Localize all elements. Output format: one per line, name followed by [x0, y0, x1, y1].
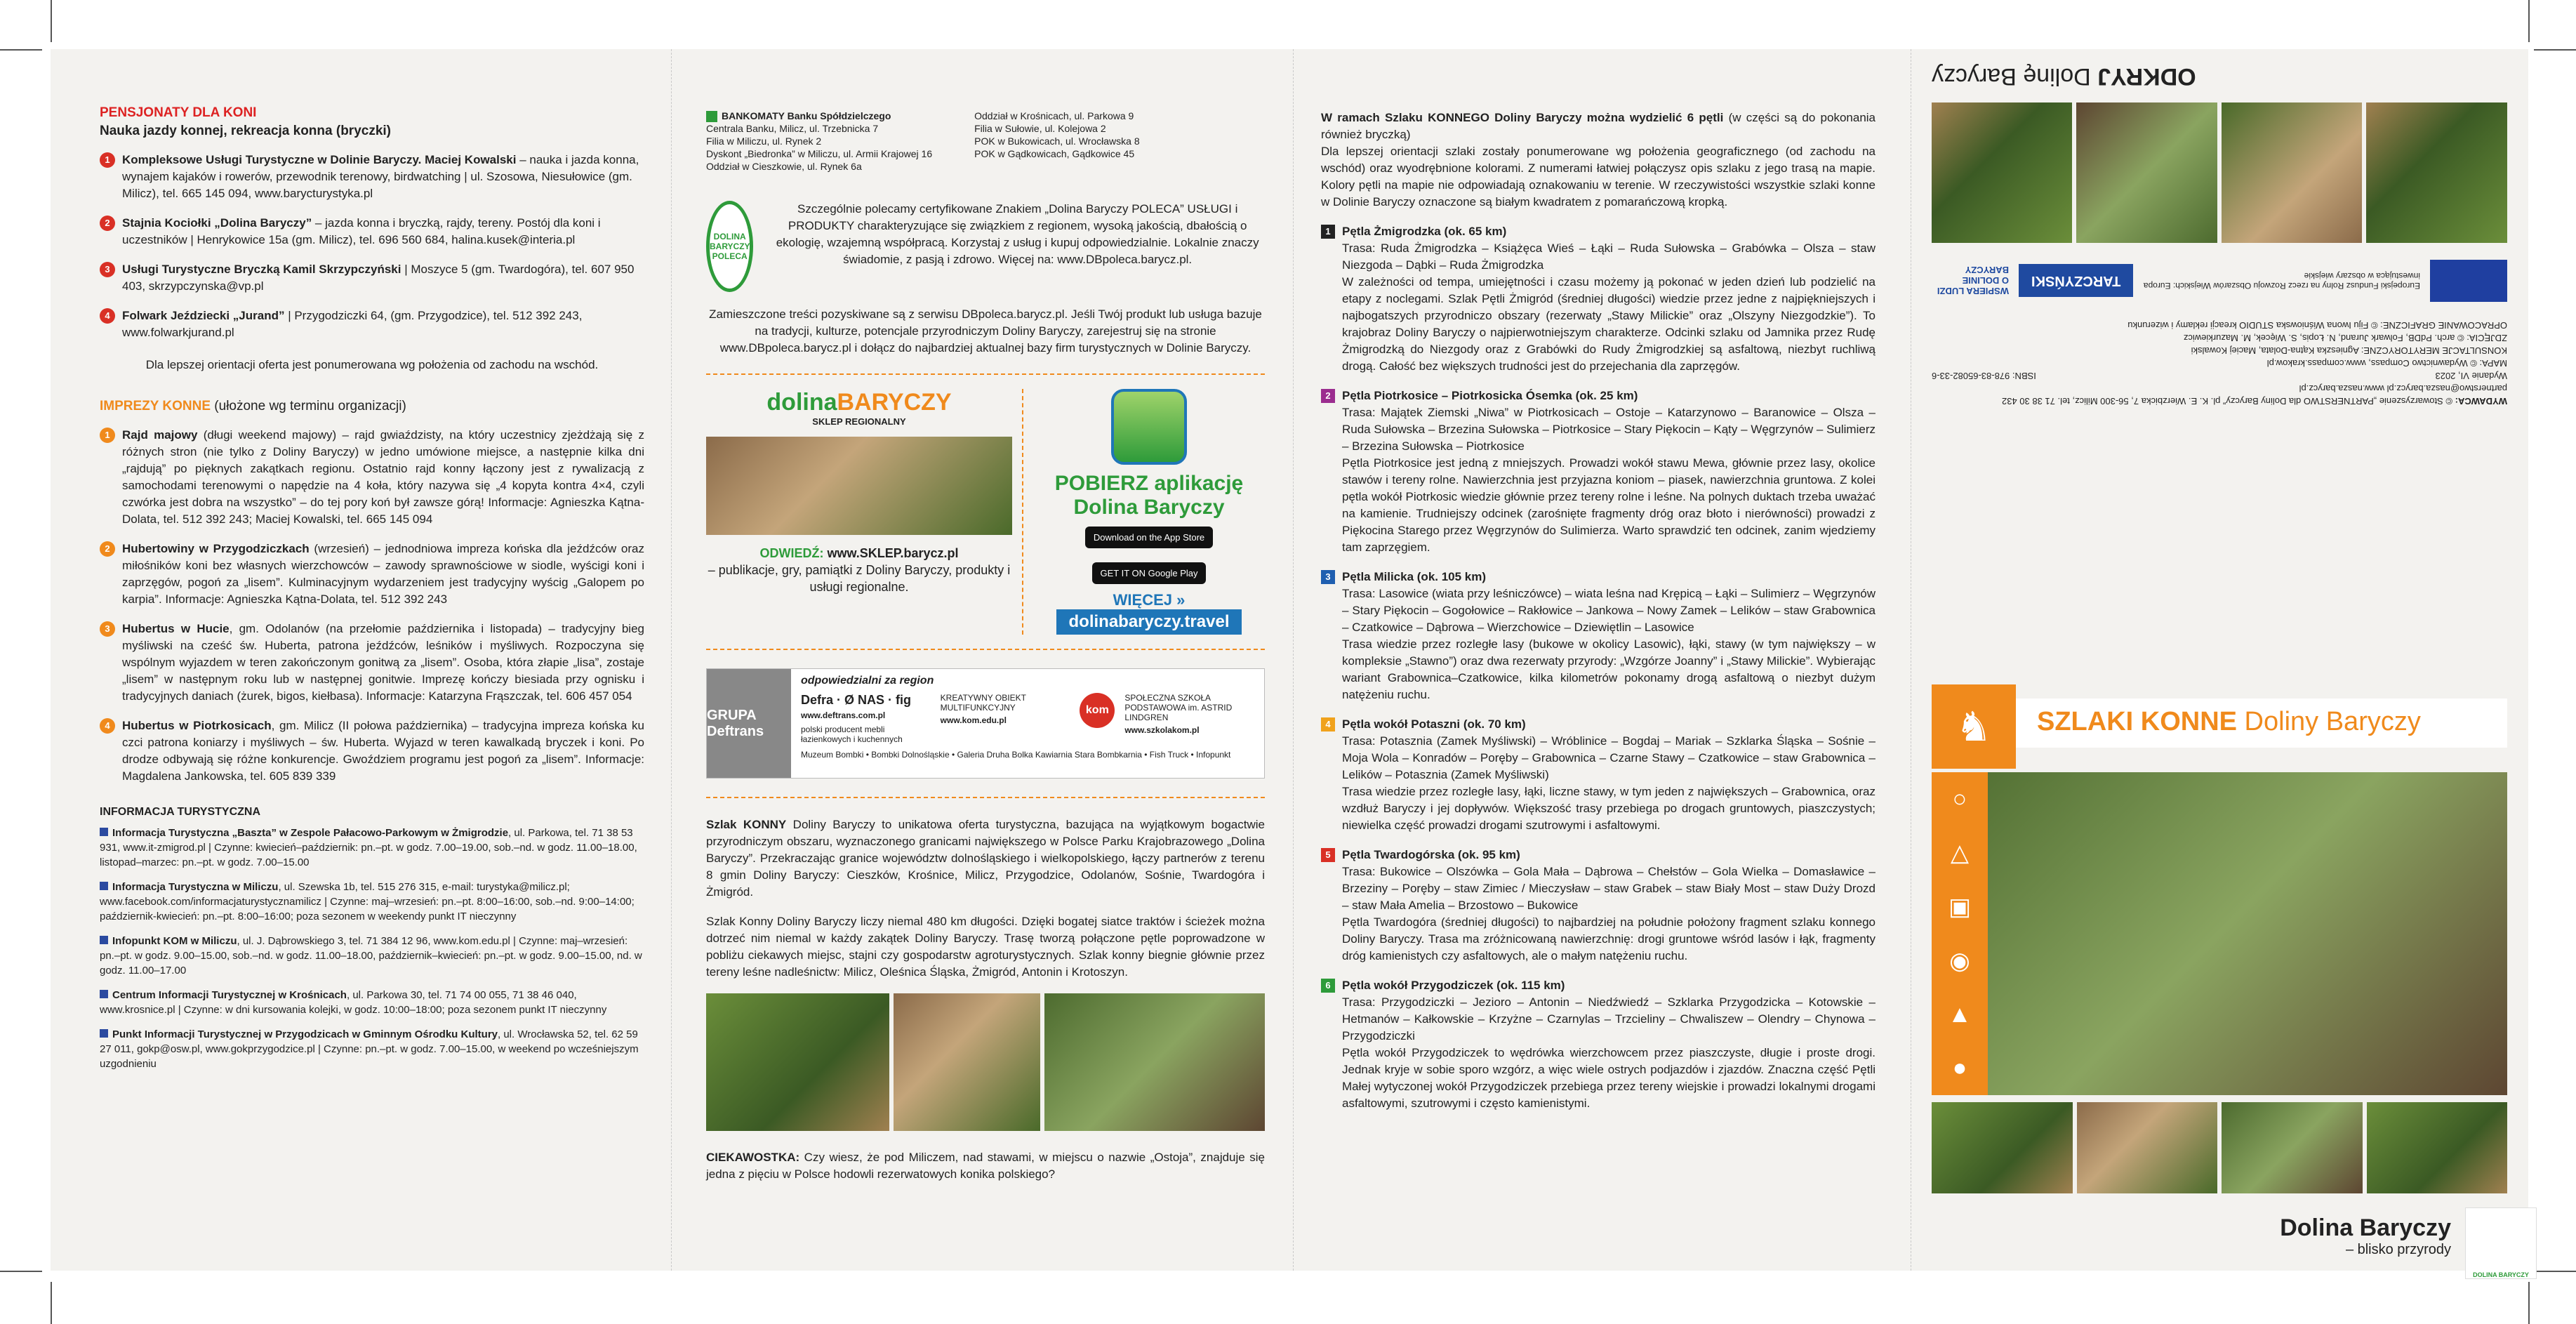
app-store-button[interactable]: Download on the App Store: [1085, 527, 1213, 548]
odkryj-text: Dolinę Baryczy: [1932, 63, 2098, 90]
route-item: [1321, 847, 1875, 965]
banner-title: [2037, 707, 2421, 737]
banner-title-text: Doliny Baryczy: [2237, 707, 2421, 736]
szlak-intro-bold: Szlak KONNY: [706, 818, 787, 832]
info-desc: , ul. Parkowa, tel. 71 38 53 931, www.it-zmigrod.pl | Czynne: kwiecień–październik: pn.–pt. w godz. 7.00–19.00, sob.–nd. w godz. 11.00–18.00, listopad–marzec: pn.–pt. w godz. 7.00–15.00: [100, 827, 637, 868]
panel-horse-boarding: [51, 49, 671, 1271]
event-text: [122, 427, 644, 528]
store-buttons: [1033, 519, 1265, 591]
imprezy-list: [100, 427, 644, 785]
info-desc: , ul. Wrocławska 52, tel. 62 59 27 011, gokp@osw.pl, www.gokprzygodzice.pl | Czynne: pn.–pt. w godz. 7.00–15.00, w weekend po wcześniejszym uzgodnieniu: [100, 1028, 639, 1070]
sponsor-school: [1124, 693, 1254, 744]
eu-flag-icon: [2430, 260, 2507, 302]
info-bullet-icon: [100, 882, 108, 890]
crop-mark: [0, 49, 42, 51]
pensjonaty-subtitle: Nauka jazdy konnej, rekreacja konna (bryczki): [100, 124, 392, 138]
sponsors-row: [801, 693, 1254, 744]
bank-line: Centrala Banku, Milicz, ul. Trzebnicka 7: [706, 123, 879, 135]
imprezy-title: [100, 399, 644, 414]
photo-credit: ZDJĘCIA: © arch. PdDB, Folwark Jurand, N. Łopis, S. Więcek, M. Mazurkiewicz: [2183, 333, 2507, 343]
cover-photo: [2077, 102, 2218, 243]
pensjonat-text: [122, 307, 644, 341]
crop-mark: [2528, 0, 2530, 42]
brand-subtitle: – blisko przyrody: [2345, 1242, 2451, 1257]
travel-link[interactable]: dolinabaryczy.travel: [1056, 609, 1242, 635]
bank-line: Dyskont „Biedronka” w Miliczu, ul. Armii Krajowej 16: [706, 148, 933, 160]
pensjonat-desc: – jazda konna i bryczką, rajdy, tereny. Postój dla koni i uczestników | Henrykowice 15a (gm. Milicz), tel. 696 560 684, halina.kusek@interia.pl: [122, 216, 601, 246]
logos-row: [1932, 260, 2507, 302]
cover-banner: [1932, 699, 2507, 748]
poleca-logo: DOLINA BARYCZY POLECA: [706, 201, 753, 292]
info-bullet-icon: [100, 1029, 108, 1038]
cover-photos-bottom: [1932, 1102, 2507, 1193]
shop-logo-sub: SKLEP REGIONALNY: [812, 416, 906, 428]
crop-mark: [2534, 49, 2576, 51]
route-title: Pętla Milicka (ok. 105 km): [1342, 570, 1487, 583]
event-text: [122, 717, 644, 785]
item-number: 4: [100, 718, 115, 734]
info-item: [100, 826, 644, 870]
edition: Wydanie VI, 2023: [2435, 371, 2507, 381]
map-credit: MAPA: © Wydawnictwo Compass, www.compass.krakow.pl: [2266, 358, 2507, 369]
route-number: 5: [1321, 848, 1335, 862]
pensjonat-desc: | Moszyce 5 (gm. Twardogóra), tel. 607 950 403, skrzypczynska@vp.pl: [122, 263, 635, 293]
app-icon: [1111, 389, 1187, 465]
event-name: Hubertowiny w Przygodziczkach: [122, 542, 310, 555]
bank-line: Filia w Miliczu, ul. Rynek 2: [706, 135, 822, 147]
route-desc: Trasa: Majątek Ziemski „Niwa” w Piotrkosicach – Ostoje – Katarzynowo – Baranowice – Olsza – Ruda Sułowska – Brzezina Sułowska – Piotrkosice – Stary Piękocin – Kąty – Węgrzynów – Sulimierz – Brzezina Sułowska – Piotrkosice Pętla Piotrkosice jest jedną z mniejszych. Prowadzi wokół stawu Mewa, głównie przez lasy, okolice stawów i tereny rolne. Nawierzchnia jest przyjazna koniom – piasek, nawierzchnia gruntowa. Z kolei pętla wokół Piotrkosic wiedzie głównie przez tereny rolne i leśne. Na polnych duktach trzeba uważać na kamienie. Trudniejszy odcinek (zarośnięte fragmenty dróg oraz błoto i nierówności) prowadzi z Piękocina Starego przez Węgrzynów do Sulimierza. Warto sprawdzić ten odcinek, zanim wjedziemy tam zaprzęgiem.: [1342, 406, 1875, 554]
brand-name: Dolina Baryczy: [2280, 1214, 2451, 1241]
pensjonat-item: [100, 152, 644, 202]
info-bullet-icon: [100, 936, 108, 944]
route-list: [1321, 223, 1875, 1112]
route-number: 6: [1321, 979, 1335, 993]
info-item: [100, 934, 644, 978]
item-number: 2: [100, 541, 115, 557]
google-play-button[interactable]: GET IT ON Google Play: [1092, 562, 1207, 584]
cover-photo: [2222, 1102, 2363, 1193]
event-item: [100, 621, 644, 705]
bank-line: POK w Bukowicach, ul. Wrocławska 8: [974, 135, 1140, 147]
panel-services: [671, 49, 1293, 1271]
kayak-icon: △: [1950, 839, 1970, 866]
brand-block: [2191, 1214, 2451, 1258]
route-desc: Trasa: Ruda Żmigrodzka – Książęca Wieś – Łąki – Ruda Sułowska – Grabówka – Olsza – staw Niezgoda – Dąbki – Ruda Żmigrodzka W zależności od tempa, umiejętności i czasu możemy ją pokonać w jeden dzień lub podzielić na etapy z noclegami. Szlak Pętli Żmigród (średniej długości) wiedzie przez jedne z najpiękniejszych i najbogatszych przyrodniczo obszary (rezerwaty „Stawy Milickie” oraz „Olszyny Niezgodzkie”). To krajobraz Doliny Baryczy o najpierwotniejszym charakterze. Odcinki szlaku od Jamnika przez Rudę Żmigrodzką do Niezgody oraz z Grabówki do Rudy Żmigrodzkiej są asfaltową, niezbyt ruchliwą drogą. Całość bez większych trudności jest do przejechania dla zaprzęgów.: [1342, 241, 1875, 373]
bank-line: POK w Gądkowicach, Gądkowice 45: [974, 148, 1135, 159]
sponsor-defra: [801, 693, 931, 744]
route-number: 3: [1321, 570, 1335, 584]
info-list: [100, 826, 644, 1071]
event-text: [122, 541, 644, 608]
panel-routes: [1293, 49, 1911, 1271]
odkryj-title: [1932, 62, 2507, 90]
info-name: Informacja Turystyczna w Miliczu: [112, 881, 279, 893]
info-name: Infopunkt KOM w Miliczu: [112, 935, 237, 947]
app-section: [1023, 389, 1265, 635]
crop-mark: [2534, 1271, 2576, 1272]
sponsors-title: odpowiedzialni za region: [801, 675, 934, 687]
app-title: POBIERZ aplikację Dolina Baryczy: [1054, 472, 1244, 519]
tarczynski-logo: TARCZYŃSKI: [2019, 265, 2133, 298]
cover-photos-top: [1932, 102, 2507, 243]
route-desc: Trasa: Lasowice (wiata przy leśniczówce) – wiata leśna nad Krępicą – Łąki – Sulimierz – Węgrzynów – Stary Piękocin – Gogołowice – Rakłowice – Jankowa – Nowy Zamek – Lelików – staw Grabownica – Czatkowice – Dąbrowa – Wierzchowice – Dziewiętlin – Lasowice Trasa wiedzie przez rozległe lasy (bukowe w okolicy Lasowic), łąki, stawy (w tym największy – w kompleksie „Stawno”) oraz dwa rezerwaty przyrody: „Wzgórze Joanny” i „Stawy Milickie”. Wybierając wariant Grabownica–Czatkowice, kilka kilometrów pokonamy drogą asfaltową o niezbyt dużym natężeniu ruchu.: [1342, 587, 1875, 701]
cover-main-photo: [1932, 772, 2507, 1095]
info-title: INFORMACJA TURYSTYCZNA: [100, 806, 261, 818]
route-text: [1342, 716, 1875, 834]
banner-title-bold: SZLAKI KONNE: [2037, 707, 2237, 736]
eu-text: Europejski Fundusz Rolny na rzecz Rozwoju Obszarów Wiejskich: Europa inwestująca w obszary wiejskie: [2143, 271, 2420, 291]
shop-visit-label: ODWIEDŹ:: [759, 546, 824, 561]
route-title: Pętla Piotrkosice – Piotrkosicka Ósemka (ok. 25 km): [1342, 389, 1638, 402]
more-label: WIĘCEJ »: [1113, 591, 1186, 609]
defra-sub: polski producent mebli łazienkowych i kuchennych: [801, 724, 903, 745]
cover-photo: [2222, 102, 2363, 243]
crop-mark: [0, 1271, 42, 1272]
imprint: [1932, 319, 2507, 407]
event-desc: (długi weekend majowy) – rajd gwiaździsty, na który uczestnicy zjeżdżają się z różnych stron (nie tylko z Doliny Baryczy) w jedno umówione miejsce, a następnie kilka dni „rajdują” po pięknych zakątkach regionu. Ostatnio rajd konny łączony jest z rywalizacją z samochodami terenowymi o napędzie na 4 koła, który nazywa się „4 kopyta kontra 4×4, czyli czwórka jest dobra na wszystko” – do tej pory koń był zawsze górą! Informacje: Agnieszka Kątna-Dolata, tel. 512 392 243; Maciej Kowalski, tel. 665 145 094: [122, 428, 644, 526]
info-name: Punkt Informacji Turystycznej w Przygodzicach w Gminnym Ośrodku Kultury: [112, 1028, 498, 1040]
shop-logo-b: BARYCZY: [837, 389, 952, 416]
imprezy-title-main: IMPREZY KONNE: [100, 399, 211, 413]
info-desc: , ul. Parkowa 30, tel. 71 74 00 055, 71 38 46 040, www.krosnice.pl | Czynne: w dni kursowania kolejki, w godz. 10:00–18:00; poza sezonem punkt IT nieczynny: [100, 989, 607, 1016]
pony-photo: [894, 993, 1040, 1131]
hiking-icon: ▲: [1948, 1001, 1972, 1028]
pensjonat-item: [100, 261, 644, 295]
route-desc: Trasa: Przygodziczki – Jezioro – Antonin – Niedźwiedź – Szklarka Przygodzicka – Kotowskie – Hetmanów – Kałkowskie – Krzyżne – Czarnylas – Trzcieliny – Chwaliszew – Olendry – Chynowa – Przygodziczki Pętla wokół Przygodziczek to wędrówka wierzchowcem przez piaszczyste, długie i proste drogi. Jednak kryje w sobie sporo wzgórz, a więc wiele ostrych podjazdów i zjazdów. Znaczna część Pętli Małej wytyczonej wokół Przygodziczek przebiega przez tereny wiejskie i prowadzi lokalnymi drogami asfaltowymi, szutrowymi i często kamienistymi.: [1342, 995, 1875, 1110]
route-title: Pętla wokół Potaszni (ok. 70 km): [1342, 717, 1526, 731]
kom-desc: KREATYWNY OBIEKT MULTIFUNKCYJNY: [940, 693, 1026, 713]
route-item: [1321, 716, 1875, 834]
pensjonat-text: [122, 215, 644, 249]
cover-photo: [1932, 102, 2073, 243]
publisher: © Stowarzyszenie „PARTNERSTWO dla Doliny Baryczy” pl. K. E. Wierzbicka 7, 56-300 Milicz, tel. 71 38 30 432 partnerstwo@nasza.barycz.pl www.nasza.barycz.pl: [2001, 383, 2507, 406]
forest-carriage-photo: [1044, 993, 1265, 1131]
design-credit: OPRACOWANIE GRAFICZNE: © Fiju Iwona Wiśniowska STUDIO kreacji reklamy i wizerunku: [2127, 320, 2507, 331]
info-bullet-icon: [100, 990, 108, 998]
szlak-intro-text: Doliny Baryczy to unikatowa oferta turystyczna, bazująca na wyjątkowym bogactwie przyrodniczym obszaru, wyznaczonego granicami największego w Polsce Parku Krajobrazowego „Dolina Baryczy”. Przekraczając granice województw dolnośląskiego i wielkopolskiego, łączy partnerów z terenu 8 gmin Doliny Baryczy: Cieszków, Krośnice, Milicz, Przygodzice, Odolanów, Sośnie, Twardogóra i Żmigród.: [706, 818, 1265, 899]
info-name: Informacja Turystyczna „Baszta” w Zespole Pałacowo-Parkowym w Żmigrodzie: [112, 827, 509, 839]
pensjonat-item: [100, 307, 644, 341]
edition-row: [1932, 369, 2507, 382]
route-item: [1321, 388, 1875, 556]
cover-photo: [2077, 1102, 2218, 1193]
cover-photo: [1932, 1102, 2073, 1193]
pensjonat-text: [122, 261, 644, 295]
bank-line: Oddział w Krośnicach, ul. Parkowa 9: [974, 110, 1134, 121]
bank-logo-icon: [706, 111, 717, 122]
shop-app-box: [706, 373, 1265, 650]
cert-text-2: Zamieszczone treści pozyskiwane są z serwisu DBpoleca.barycz.pl. Jeśli Twój produkt lub usługa bazuje na tradycji, kulturze, potencjale przyrodniczym Doliny Baryczy, zarejestruj się na stronie www.DBpoleca.barycz.pl i dołącz do najbardziej aktualnej bazy firm turystycznych w Dolinie Baryczy.: [709, 307, 1262, 355]
kom-logo: kom: [1080, 693, 1115, 728]
pensjonat-desc: – nauka i jazda konna, wynajem kajaków i rowerów, przewodnik terenowy, birdwatching | ul. Szosowa, Niesułowice (gm. Milicz), tel. 665 145 094, www.barycturystyka.pl: [122, 153, 639, 200]
item-number: 4: [100, 308, 115, 324]
shop-visit: [706, 545, 1012, 595]
fact-text: Czy wiesz, że pod Miliczem, nad stawami, w miejscu o nazwie „Ostoja”, znajduje się jedna z pięciu w Polsce hodowli rezerwatowych konika polskiego?: [706, 1151, 1265, 1181]
deftrans-logo: GRUPA Deftrans: [707, 669, 791, 778]
item-number: 1: [100, 428, 115, 443]
shop-products-image: [706, 437, 1012, 535]
bank-line: Oddział w Cieszkowie, ul. Rynek 6a: [706, 161, 862, 173]
bank-column-1: [706, 110, 932, 173]
route-text: [1342, 847, 1875, 965]
pensjonat-item: [100, 215, 644, 249]
info-desc: , ul. J. Dąbrowskiego 3, tel. 71 384 12 96, www.kom.edu.pl | Czynne: maj–wrzesień: pn.–pt. w godz. 9.00–15.00, sob.–nd. w godz. 11.00–18.00, październik–kwiecień: pn.–pt. w godz. 9.00–15.00, nd. w godz. 11.00–17.00: [100, 935, 642, 977]
info-desc: , ul. Szewska 1b, tel. 515 276 315, e-mail: turystyka@milicz.pl; www.facebook.com/informacjaturystycznamilicz | Czynne: maj–wrzesień: pn.–pt. 8:00–16:00, sob.–nd. 9:00–14:00; październik-kwiecień: pn.–pt. 8:00–16:00; poza sezonem w weekendy punkt IT nieczynny: [100, 881, 635, 922]
shop-logo: [706, 389, 1012, 416]
crop-mark: [51, 0, 52, 42]
route-item: [1321, 977, 1875, 1112]
event-name: Hubertus w Piotrkosicach: [122, 719, 272, 732]
carriage-photo: [706, 993, 889, 1131]
cover-upside-down-block: [1932, 63, 2507, 407]
fact-bold: CIEKAWOSTKA:: [706, 1151, 800, 1165]
event-name: Rajd majowy: [122, 428, 198, 442]
event-desc: (wrzesień) – jednodniowa impreza końska dla jeźdźców oraz miłośników koni bez własnych wierzchowców – zawody sprawnościowe w siodle, wyścigi koni i zaprzęgów, pogoń za „lisem”. Kulminacyjnym wydarzeniem jest tradycyjny wyścig „Galopem po karpia”. Informacje: Agnieszka Kątna-Dolata, tel. 512 392 243: [122, 542, 645, 606]
bank-list-1: [706, 122, 932, 173]
szlak-section: [706, 797, 1265, 981]
bank-title-text: BANKOMATY Banku Spółdzielczego: [722, 110, 891, 121]
shop-visit-text: – publikacje, gry, pamiątki z Doliny Baryczy, produkty i usługi regionalne.: [708, 563, 1011, 595]
horse-photos: [706, 993, 1265, 1131]
route-item: [1321, 223, 1875, 375]
shop-section: [706, 389, 1023, 635]
bed-icon: ▣: [1948, 893, 1972, 920]
item-number: 3: [100, 262, 115, 277]
route-number: 1: [1321, 225, 1335, 239]
sponsors-footer: Muzeum Bombki • Bombki Dolnośląskie • Galeria Druha Bolka Kawiarnia Stara Bombkarnia • Fish Truck • Infopunkt: [801, 750, 1231, 760]
event-item: [100, 427, 644, 528]
event-item: [100, 541, 644, 608]
odkryj-bold: ODKRYJ: [2097, 63, 2196, 90]
item-number: 1: [100, 152, 115, 168]
crop-mark: [51, 1282, 52, 1324]
pensjonat-name: Usługi Turystyczne Bryczką Kamil Skrzypczyński: [122, 263, 401, 276]
sponsors-content: [791, 669, 1264, 778]
route-desc: Trasa: Bukowice – Olszówka – Gola Mała – Dąbrowa – Chełstów – Gola Wielka – Domasławice – Brzeziny – Poręby – staw Zimiec / Mieczysław – staw Grabek – staw Biały Most – staw Duży Drozd – staw Mała Amelia – Brzostowo – Bukowice Pętla Twardogóra (średniej długości) to najbardziej na południe położony fragment szlaku konnego Doliny Baryczy. Trasa ma zróżnicowaną nawierzchnię: drogi gruntowe wśród lasów i łąk, fragmenty dróg kamienistych czy asfaltowych, ale o małym natężeniu ruchu.: [1342, 865, 1875, 962]
fact: [706, 1149, 1265, 1183]
cover-icon-strip: [1932, 772, 1988, 1095]
route-item: [1321, 569, 1875, 703]
tarczynski-note: WSPIERA LUDZI O DOLINIE BARYCZY: [1937, 265, 2009, 297]
ordering-note: Dla lepszej orientacji oferta jest ponumerowana wg położenia od zachodu na wschód.: [145, 358, 599, 371]
bike-icon: ◉: [1949, 948, 1970, 975]
defra-url[interactable]: www.deftrans.com.pl: [801, 710, 886, 721]
item-number: 3: [100, 621, 115, 637]
pensjonat-desc: | Przygodziczki 64, (gm. Przygodzice), tel. 512 392 243, www.folwarkjurand.pl: [122, 309, 583, 339]
cert-section: [706, 201, 1265, 292]
pensjonat-name: Folwark Jeździecki „Jurand”: [122, 309, 285, 322]
info-item: [100, 880, 644, 924]
item-number: 2: [100, 216, 115, 231]
isbn: ISBN: 978-83-65082-33-6: [1932, 371, 2036, 381]
sponsors-box: [706, 668, 1265, 779]
route-desc: Trasa: Potasznia (Zamek Myśliwski) – Wróblinice – Bogdaj – Mariak – Szklarka Śląska – Sośnie – Moja Wola – Konradów – Poręby – Grabownica – Czarne Stawy – Czatkowice – staw Grabownica – Lelików – Potasznia (Zamek Myśliwski) Trasa wiedzie przez rozległe lasy, łąki, liczne stawy, w tym jeden z największych – Grabownica, oraz wzdłuż Baryczy i jej dopływów. Większość trasy przebiega po drogach gruntowych, piaszczystych; niewielka część prowadzi drogami szutrowymi i asfaltowymi.: [1342, 734, 1875, 832]
route-number: 2: [1321, 389, 1335, 403]
cover-photo: [2367, 102, 2508, 243]
event-item: [100, 717, 644, 785]
horse-rider-icon: ♞: [1932, 684, 2016, 769]
event-desc: , gm. Milicz (II połowa października) – tradycyjna impreza końska ku czci patrona koniarzy i myśliwych – św. Huberta. Wyjazd w teren kawalkadą bryczek i koni. Po drodze odbywają się różne konkurencje. Gwoździem programu jest pogoń za „lisem”. Informacje: Magdalena Jankowska, tel. 605 839 339: [122, 719, 644, 783]
pensjonaty-list: [100, 152, 644, 341]
route-text: [1342, 569, 1875, 703]
info-bullet-icon: [100, 828, 108, 836]
people-icon: ●: [1952, 1054, 1967, 1082]
cert-text: Szczególnie polecamy certyfikowane Znakiem „Dolina Baryczy POLECA” USŁUGI i PRODUKTY charakteryzujące się związkiem z regionem, wysoką jakością, dbałością o ekologię, wzajemną współpracą. Korzystaj z usług i kupuj odpowiedzialnie. Lokalnie znaczy świadomie, z pasją i zdrowo. Więcej na: www.DBpoleca.barycz.pl.: [776, 202, 1259, 267]
cover-photo: [2367, 1102, 2508, 1193]
bank-title: [706, 110, 932, 122]
shop-logo-a: dolina: [766, 389, 837, 416]
panel-cover: [1911, 49, 2529, 1278]
dolina-baryczy-logo: DOLINA BARYCZY: [2465, 1207, 2537, 1279]
route-title: Pętla wokół Przygodziczek (ok. 115 km): [1342, 979, 1565, 992]
event-name: Hubertus w Hucie: [122, 622, 230, 635]
szlak-length: Szlak Konny Doliny Baryczy liczy niemal 480 km długości. Dzięki bogatej siatce traktów i ścieżek można dotrzeć nim niemal w każdy zakątek Doliny Baryczy. Trasę tworzą połączone pętle poprowadzone w pobliżu ciekawych miejsc, stajni czy gospodarstw agroturystycznych. Szlak konny biegnie głównie przez tereny leśne nadleśnictw: Milicz, Oleśnica Śląska, Żmigród, Antonin i Krotoszyn.: [706, 915, 1265, 979]
routes-intro-text: (w części są do pokonania również bryczką) Dla lepszej orientacji szlaki zostały ponumerowane wg położenia geograficznego (od zachodu na wschód) oraz wyodrębnione kolorami. Z numerami łatwiej połączysz opis szlaku z jego trasą na mapie. Kolory pętli na mapie nie odpowiadają oznakowaniu w terenie. W rzeczywistości wszystkie szlaki konne w Dolinie Baryczy oznaczone są białym kwadratem z pomarańczową kropką.: [1321, 111, 1876, 208]
route-text: [1342, 977, 1875, 1112]
bank-list-2: [974, 110, 1140, 173]
shop-visit-link[interactable]: www.SKLEP.barycz.pl: [823, 546, 959, 561]
info-name: Centrum Informacji Turystycznej w Krośnicach: [112, 989, 347, 1001]
fish-icon: ○: [1952, 785, 1967, 812]
school-url[interactable]: www.szkolakom.pl: [1124, 725, 1200, 736]
consult-credit: KONSULTACJE MERYTORYCZNE: Agnieszka Kątna-Dolata, Maciej Kowalski: [2191, 345, 2507, 356]
publisher-label: WYDAWCA:: [2455, 396, 2507, 406]
route-number: 4: [1321, 717, 1335, 731]
bank-section: [706, 110, 1265, 173]
pensjonat-text: [122, 152, 644, 202]
route-title: Pętla Twardogórska (ok. 95 km): [1342, 848, 1520, 861]
routes-intro: [1321, 110, 1875, 211]
defra-brands: Defra · Ø NAS · fig: [801, 693, 912, 708]
route-text: [1342, 223, 1875, 375]
imprezy-title-suffix: (ułożone wg terminu organizacji): [211, 399, 406, 413]
school-desc: SPOŁECZNA SZKOŁA PODSTAWOWA im. ASTRID LINDGREN: [1124, 693, 1233, 723]
info-item: [100, 1027, 644, 1071]
sponsor-kom: [941, 693, 1070, 744]
route-text: [1342, 388, 1875, 556]
szlak-intro: [706, 816, 1265, 901]
imprint-block: [1932, 62, 2507, 407]
pensjonat-name: Stajnia Kociołki „Dolina Baryczy”: [122, 216, 312, 230]
event-text: [122, 621, 644, 705]
route-title: Pętla Żmigrodzka (ok. 65 km): [1342, 225, 1507, 238]
info-item: [100, 988, 644, 1017]
pensjonat-name: Kompleksowe Usługi Turystyczne w Dolinie Baryczy. Maciej Kowalski: [122, 153, 517, 166]
kom-url[interactable]: www.kom.edu.pl: [940, 715, 1007, 726]
pensjonaty-title: PENSJONATY DLA KONI: [100, 105, 257, 120]
routes-intro-bold: W ramach Szlaku KONNEGO Doliny Baryczy można wydzielić 6 pętli: [1321, 111, 1724, 124]
crop-mark: [2528, 1282, 2530, 1324]
bank-line: Filia w Sułowie, ul. Kolejowa 2: [974, 123, 1106, 134]
event-desc: , gm. Odolanów (na przełomie października i listopada) – tradycyjny bieg myśliwski na cześć św. Huberta, patrona jeźdźców, leśników i myśliwych. Rozpoczyna się wspólnym wyjazdem w teren zakończonym gonitwą za „lisem”. Osoba, która złapie „lisa”, zostaje „lisem” w następnym roku lub w następnej gonitwie. Imprezę kończy biesiada przy ognisku i tradycyjnych daniach (żurek, bigos, kiełbasa). Informacje: Katarzyna Frąszczak, tel. 606 457 054: [122, 622, 644, 703]
